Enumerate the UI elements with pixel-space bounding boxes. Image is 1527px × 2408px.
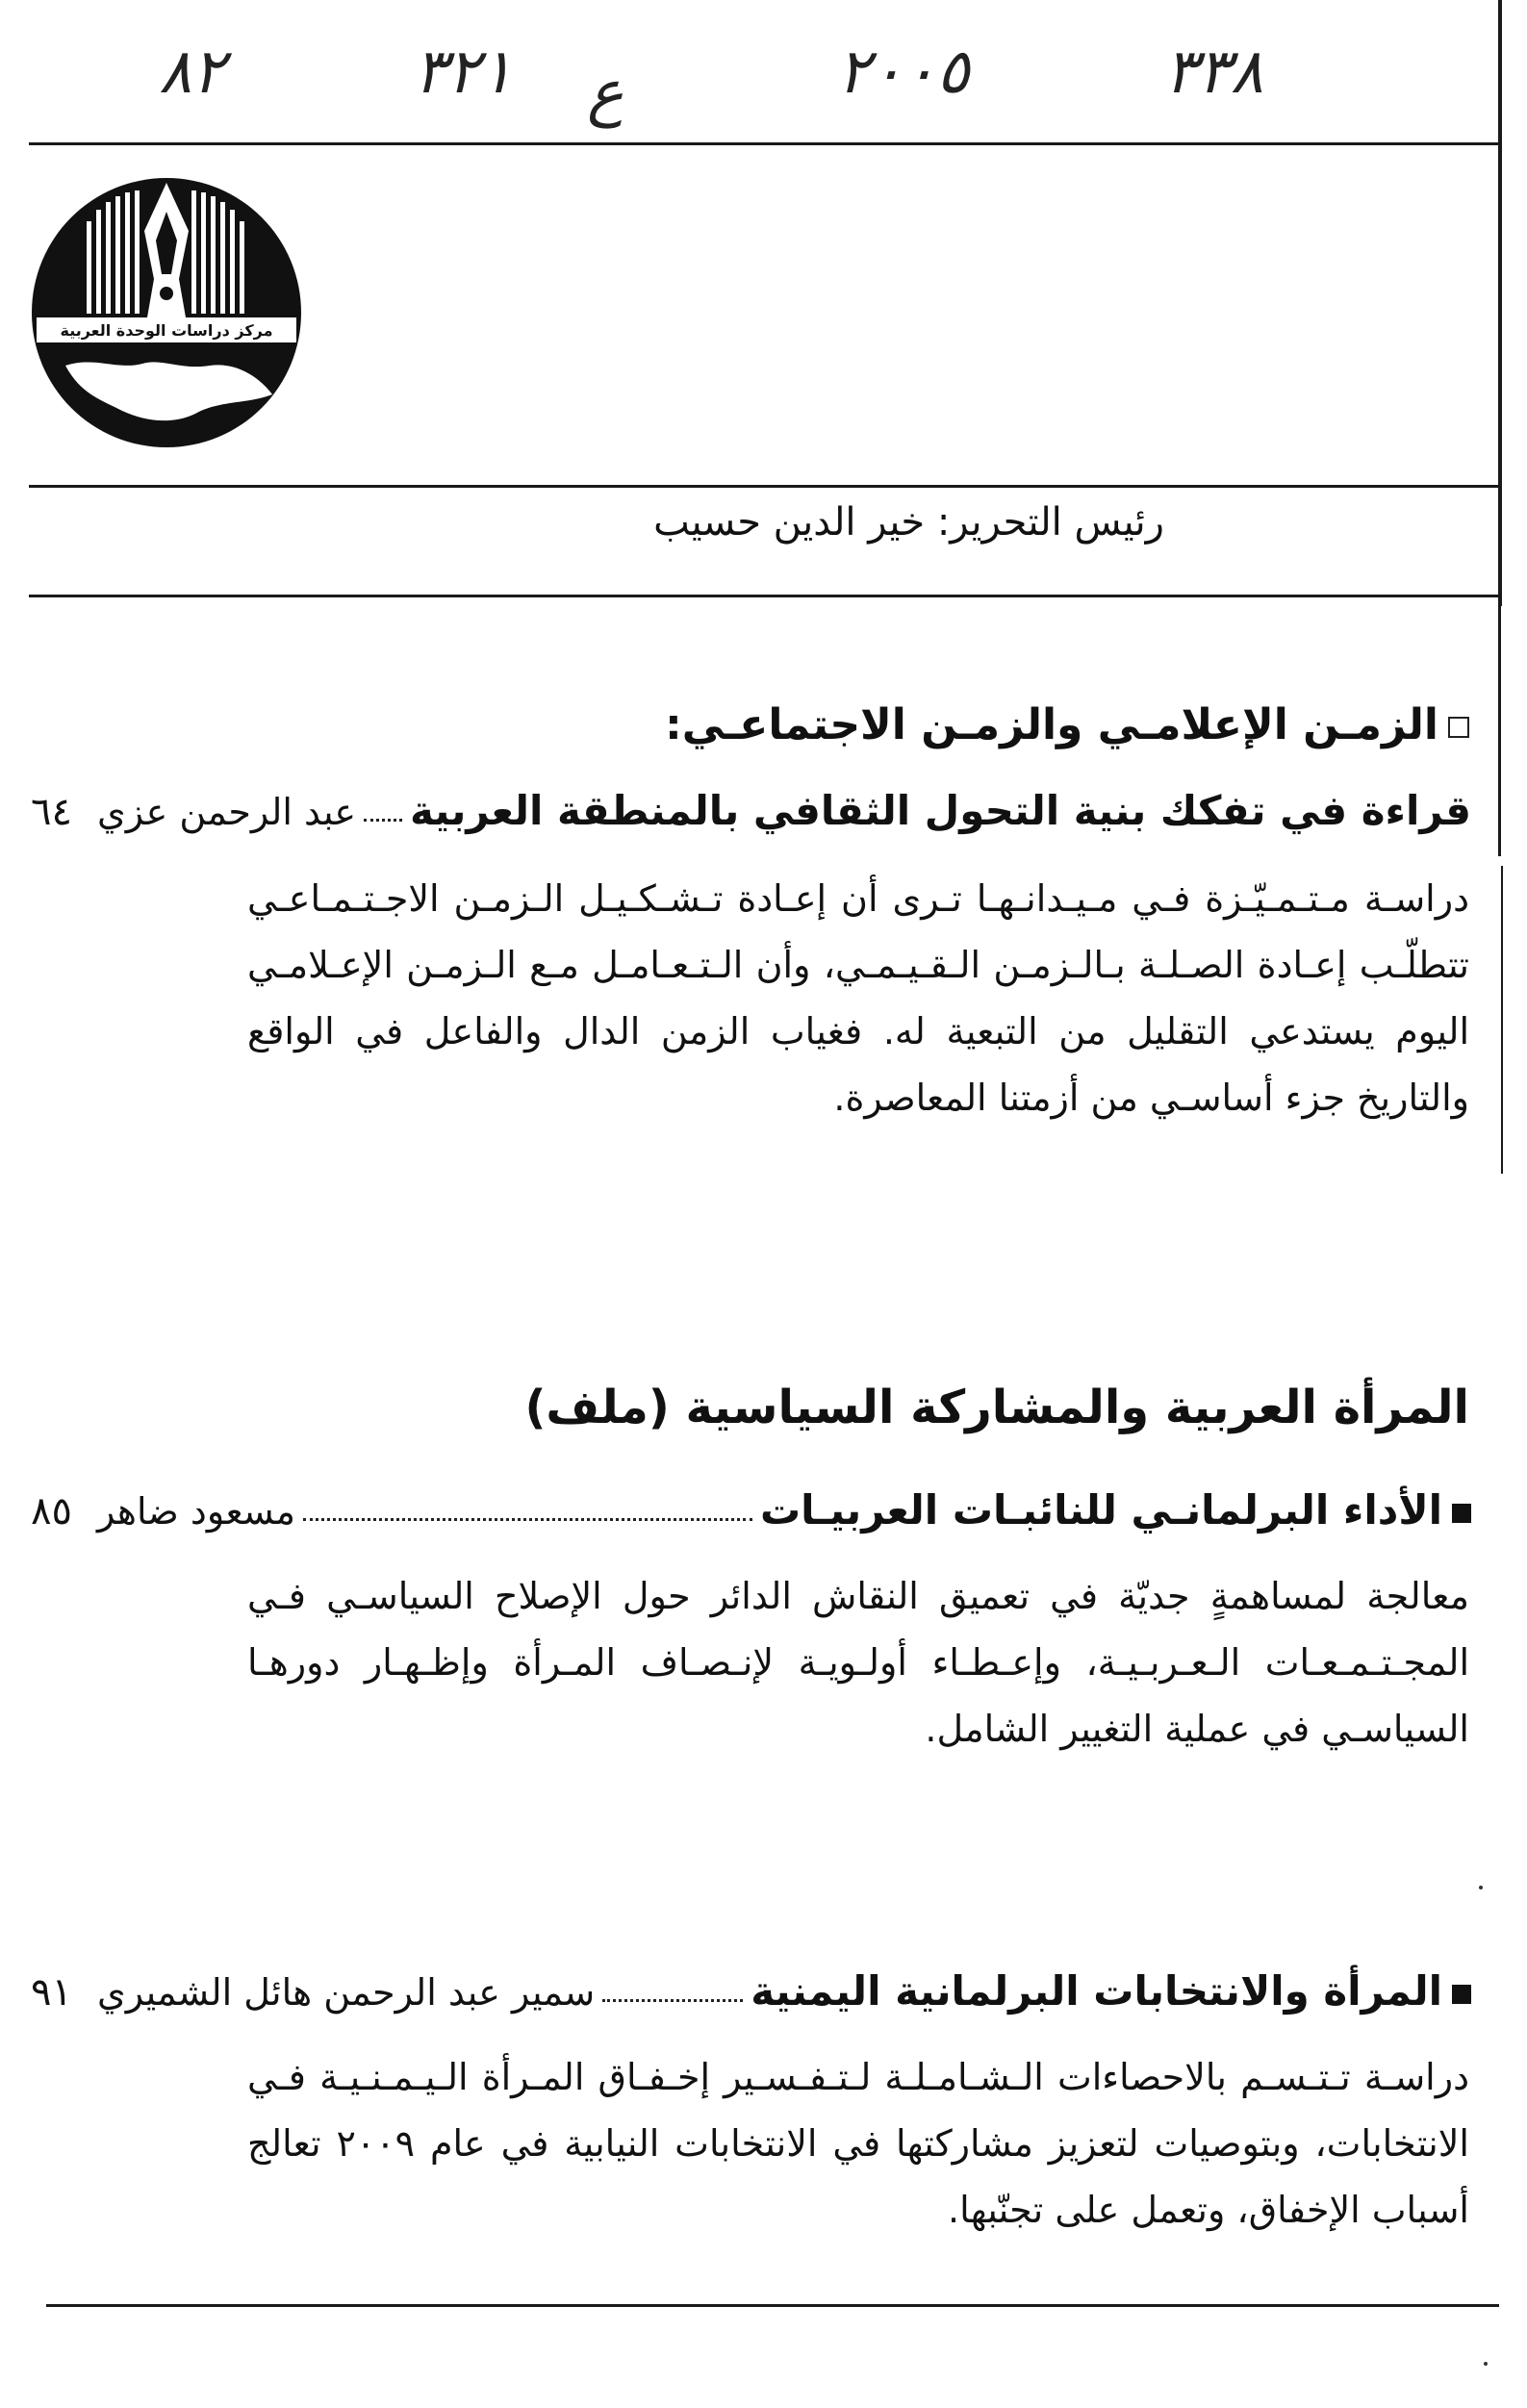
leader-dots [364, 819, 402, 822]
article-2-abstract: معالجة لمساهمةٍ جديّة في تعميق النقاش الدائر حول الإصلاح السياسـي فـي المجـتـمـعـات الـعـربـيـة، وإعـطـاء أولـويـة لإنـصـاف المـرأة وإظـهـار دورهـا السياسـي في عملية التغيير الشامل. [247, 1575, 1469, 1750]
article-2-title [760, 1486, 1471, 1534]
scan-speck [1479, 1886, 1483, 1889]
header-rule-top [29, 142, 1501, 145]
handwritten-note-5: ٣٣٨ [1164, 37, 1264, 108]
article-3-title-text: المرأة والانتخابات البرلمانية اليمنية [751, 1967, 1442, 2015]
article-2-page-number: ٨٥ [31, 1489, 72, 1534]
article-3-title [751, 1967, 1471, 2015]
article-1-title-text: الزمـن الإعلامـي والزمـن الاجتماعـي: [665, 700, 1438, 749]
right-border-line-lower [1498, 606, 1501, 856]
editor-in-chief-line: رئيس التحرير: خير الدين حسيب [653, 500, 1164, 545]
article-3-row [31, 1967, 1471, 2015]
footer-rule [46, 2304, 1499, 2307]
article-1-abstract: دراسـة مـتـمـيّـزة فـي مـيـدانـهـا تـرى أن إعـادة تـشـكـيـل الـزمـن الاجـتـمـاعـي تتطلّـب إعـادة الصـلـة بـالـزمـن الـقـيـمـي، وأن الـتـعـامـل مـع الـزمـن الإعـلامـي اليوم يستدعي التقليل من التبعية له. فغياب الزمن الدال والفاعل في الواقع والتاريخ جزء أساسـي من أزمتنا المعاصرة. [247, 877, 1469, 1119]
leader-dots [602, 1999, 743, 2002]
article-2-author: مسعود ضاهر [96, 1490, 296, 1533]
article-1-title [665, 700, 1469, 749]
right-border-line [1498, 0, 1502, 606]
logo-text: مركز دراسات الوحدة العربية [60, 321, 273, 340]
header-rule-bottom [29, 595, 1501, 597]
article-2-row [31, 1486, 1471, 1534]
empty-square-bullet-icon [1448, 717, 1469, 738]
article-1-page-number: ٦٤ [31, 790, 72, 834]
handwritten-note-1: ٨٢ [159, 37, 225, 108]
right-border-line-mid [1501, 866, 1503, 1174]
article-2-title-text: الأداء البرلمانـي للنائبـات العربيـات [759, 1486, 1442, 1534]
article-3-abstract: دراسـة تـتـسـم بالاحصاءات الـشـامـلـة لـتـفـسـير إخـفـاق المـرأة الـيـمـنـيـة فـي الانتخابات، وبتوصيات لتعزيز مشاركتها في الانتخابات النيابية في عام ٢٠٠٩ تعالج أسباب الإخفاق، وتعمل على تجنّبها. [247, 2056, 1469, 2231]
article-1-subtitle: قراءة في تفكك بنية التحول الثقافي بالمنطقة العربية [410, 787, 1471, 834]
article-1-author: عبد الرحمن عزي [96, 791, 357, 833]
scan-speck [1484, 2362, 1488, 2366]
article-3-author: سمير عبد الرحمن هائل الشميري [96, 1971, 596, 2014]
article-3-page-number: ٩١ [31, 1970, 72, 2015]
center-logo-emblem [27, 173, 306, 452]
header-rule-middle [29, 485, 1501, 488]
handwritten-note-2: ٣٢١ [414, 37, 514, 108]
handwritten-note-4: ٢٠٠٥ [837, 37, 970, 108]
handwritten-note-3: ع [587, 58, 624, 129]
filled-square-bullet-icon [1452, 1504, 1471, 1523]
leader-dots [303, 1518, 752, 1521]
section-2-heading: المرأة العربية والمشاركة السياسية (ملف) [524, 1381, 1469, 1434]
filled-square-bullet-icon [1452, 1985, 1471, 2004]
article-1-row [31, 787, 1471, 834]
